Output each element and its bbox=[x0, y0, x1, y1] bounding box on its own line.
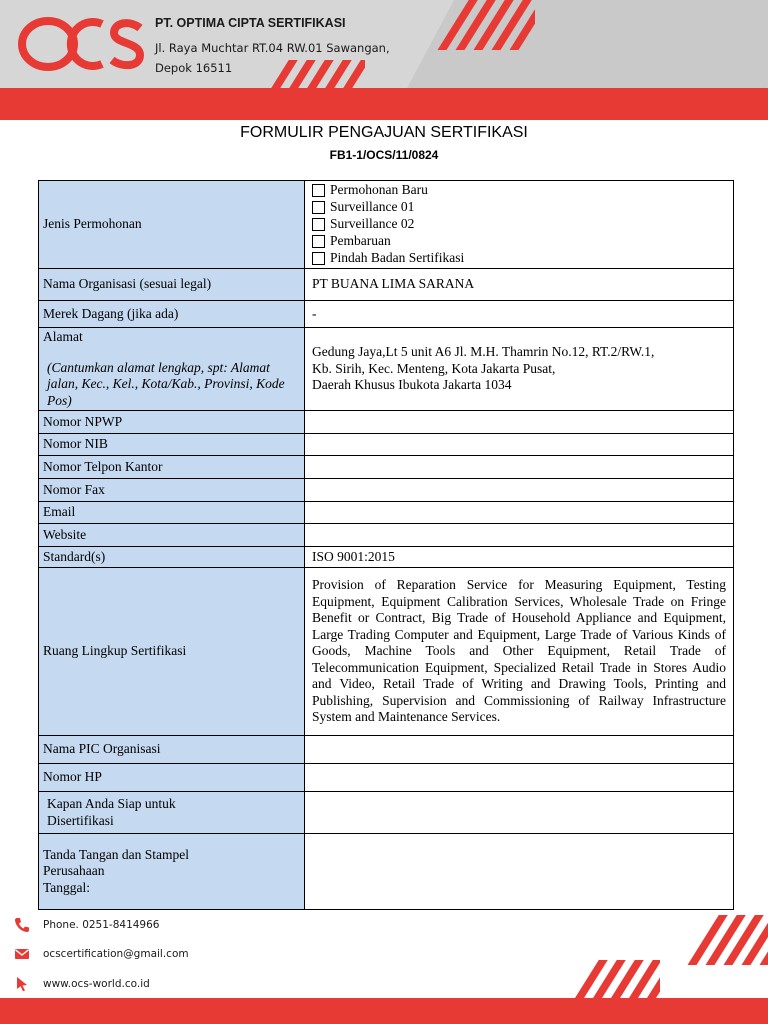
website-label: Website bbox=[39, 524, 305, 547]
telpon-value[interactable] bbox=[305, 456, 734, 479]
company-address-line2: Depok 16511 bbox=[155, 61, 233, 75]
alamat-value-line3: Daerah Khusus Ibukota Jakarta 1034 bbox=[312, 377, 512, 393]
application-form-table bbox=[38, 180, 734, 910]
table-row bbox=[39, 411, 734, 434]
table-row bbox=[39, 547, 734, 568]
jenis-permohonan-label: Jenis Permohonan bbox=[39, 181, 305, 269]
email-label: Email bbox=[39, 502, 305, 524]
footer-website-text[interactable]: www.ocs-world.co.id bbox=[43, 978, 150, 990]
table-row bbox=[39, 301, 734, 328]
option-surveillance-01[interactable]: Surveillance 01 bbox=[312, 199, 726, 216]
option-pindah-badan[interactable]: Pindah Badan Sertifikasi bbox=[312, 250, 726, 267]
footer-email bbox=[14, 946, 189, 962]
alamat-label-cell bbox=[39, 328, 305, 411]
footer-stripes-bottom bbox=[530, 960, 660, 998]
merek-dagang-label: Merek Dagang (jika ada) bbox=[39, 301, 305, 328]
checkbox-surveillance-02[interactable] bbox=[312, 218, 325, 231]
siap-value[interactable] bbox=[305, 792, 734, 834]
table-row bbox=[39, 834, 734, 910]
ruang-lingkup-value[interactable]: Provision of Reparation Service for Measuring Equipment, Testing Equipment, Equipment Calibration Services, Wholesale Trade on Fringe Benefit or Contract, Big Trade of Household Appliance and Equipment, Large Trading Computer and Equipment, Large Trade of Various Kinds of Goods, Machine Tools and Other Equipment, Retail Trade of Telecommunication Equipment, Specialized Retail Trade in Stores Audio and Video, Retail Trade of Writing and Drawing Tools, Printing and Publishing, Supervision and Commissioning of Railway Infrastructure System and Maintenance Services. bbox=[305, 568, 734, 736]
alamat-value-line1: Gedung Jaya,Lt 5 unit A6 Jl. M.H. Thamrin No.12, RT.2/RW.1, bbox=[312, 344, 655, 360]
table-row bbox=[39, 456, 734, 479]
standard-label: Standard(s) bbox=[39, 547, 305, 568]
hp-value[interactable] bbox=[305, 764, 734, 792]
checkbox-pindah-badan[interactable] bbox=[312, 252, 325, 265]
npwp-label: Nomor NPWP bbox=[39, 411, 305, 434]
hp-label: Nomor HP bbox=[39, 764, 305, 792]
ttd-label-line1: Tanda Tangan dan Stampel bbox=[43, 846, 189, 862]
alamat-value-line2: Kb. Sirih, Kec. Menteng, Kota Jakarta Pusat, bbox=[312, 360, 556, 376]
alamat-note: (Cantumkan alamat lengkap, spt: Alamat jalan, Kec., Kel., Kota/Kab., Provinsi, Kode Pos) bbox=[47, 359, 285, 408]
website-value[interactable] bbox=[305, 524, 734, 547]
table-row bbox=[39, 764, 734, 792]
table-row bbox=[39, 792, 734, 834]
company-address-line1: Jl. Raya Muchtar RT.04 RW.01 Sawangan, bbox=[155, 41, 390, 55]
ttd-label-line2: Perusahaan bbox=[43, 863, 105, 879]
pic-value[interactable] bbox=[305, 736, 734, 764]
email-value[interactable] bbox=[305, 502, 734, 524]
nib-value[interactable] bbox=[305, 434, 734, 456]
footer-phone bbox=[14, 917, 159, 933]
siap-label-line2: Disertifikasi bbox=[47, 812, 114, 828]
company-address bbox=[155, 38, 415, 78]
mail-icon bbox=[14, 946, 30, 962]
header-red-strip bbox=[0, 88, 768, 120]
ttd-label-cell bbox=[39, 834, 305, 910]
footer-email-text[interactable]: ocscertification@gmail.com bbox=[43, 948, 189, 960]
table-row bbox=[39, 568, 734, 736]
telpon-label: Nomor Telpon Kantor bbox=[39, 456, 305, 479]
footer-phone-text: Phone. 0251-8414966 bbox=[43, 919, 160, 931]
table-row bbox=[39, 502, 734, 524]
table-row bbox=[39, 736, 734, 764]
ttd-label-line3: Tanggal: bbox=[43, 879, 91, 895]
document-title: FORMULIR PENGAJUAN SERTIFIKASI bbox=[240, 124, 528, 141]
checkbox-pembaruan[interactable] bbox=[312, 235, 325, 248]
fax-value[interactable] bbox=[305, 479, 734, 502]
option-permohonan-baru[interactable]: Permohonan Baru bbox=[312, 182, 726, 199]
checkbox-surveillance-01[interactable] bbox=[312, 201, 325, 214]
nib-label: Nomor NIB bbox=[39, 434, 305, 456]
footer-red-band bbox=[0, 998, 768, 1024]
cursor-icon bbox=[14, 976, 30, 992]
nama-organisasi-value[interactable]: PT BUANA LIMA SARANA bbox=[305, 269, 734, 301]
footer-stripes-top bbox=[660, 915, 768, 965]
alamat-value[interactable] bbox=[305, 328, 734, 411]
ocs-logo bbox=[18, 14, 146, 74]
option-pembaruan[interactable]: Pembaruan bbox=[312, 233, 726, 250]
document-code: FB1-1/OCS/11/0824 bbox=[329, 148, 439, 162]
jenis-permohonan-options bbox=[305, 181, 734, 269]
npwp-value[interactable] bbox=[305, 411, 734, 434]
siap-label-cell bbox=[39, 792, 305, 834]
alamat-label: Alamat bbox=[43, 329, 83, 344]
table-row bbox=[39, 524, 734, 547]
standard-value[interactable]: ISO 9001:2015 bbox=[305, 547, 734, 568]
nama-organisasi-label: Nama Organisasi (sesuai legal) bbox=[39, 269, 305, 301]
table-row bbox=[39, 328, 734, 411]
table-row bbox=[39, 269, 734, 301]
ruang-lingkup-label: Ruang Lingkup Sertifikasi bbox=[39, 568, 305, 736]
table-row bbox=[39, 479, 734, 502]
table-row bbox=[39, 434, 734, 456]
checkbox-permohonan-baru[interactable] bbox=[312, 184, 325, 197]
header-stripes-top bbox=[405, 0, 535, 50]
table-row bbox=[39, 181, 734, 269]
phone-icon bbox=[14, 917, 30, 933]
fax-label: Nomor Fax bbox=[39, 479, 305, 502]
ttd-value[interactable] bbox=[305, 834, 734, 910]
merek-dagang-value[interactable]: - bbox=[305, 301, 734, 328]
pic-label: Nama PIC Organisasi bbox=[39, 736, 305, 764]
footer-website bbox=[14, 976, 150, 992]
option-surveillance-02[interactable]: Surveillance 02 bbox=[312, 216, 726, 233]
company-name: PT. OPTIMA CIPTA SERTIFIKASI bbox=[155, 16, 346, 30]
siap-label-line1: Kapan Anda Siap untuk bbox=[47, 796, 176, 811]
